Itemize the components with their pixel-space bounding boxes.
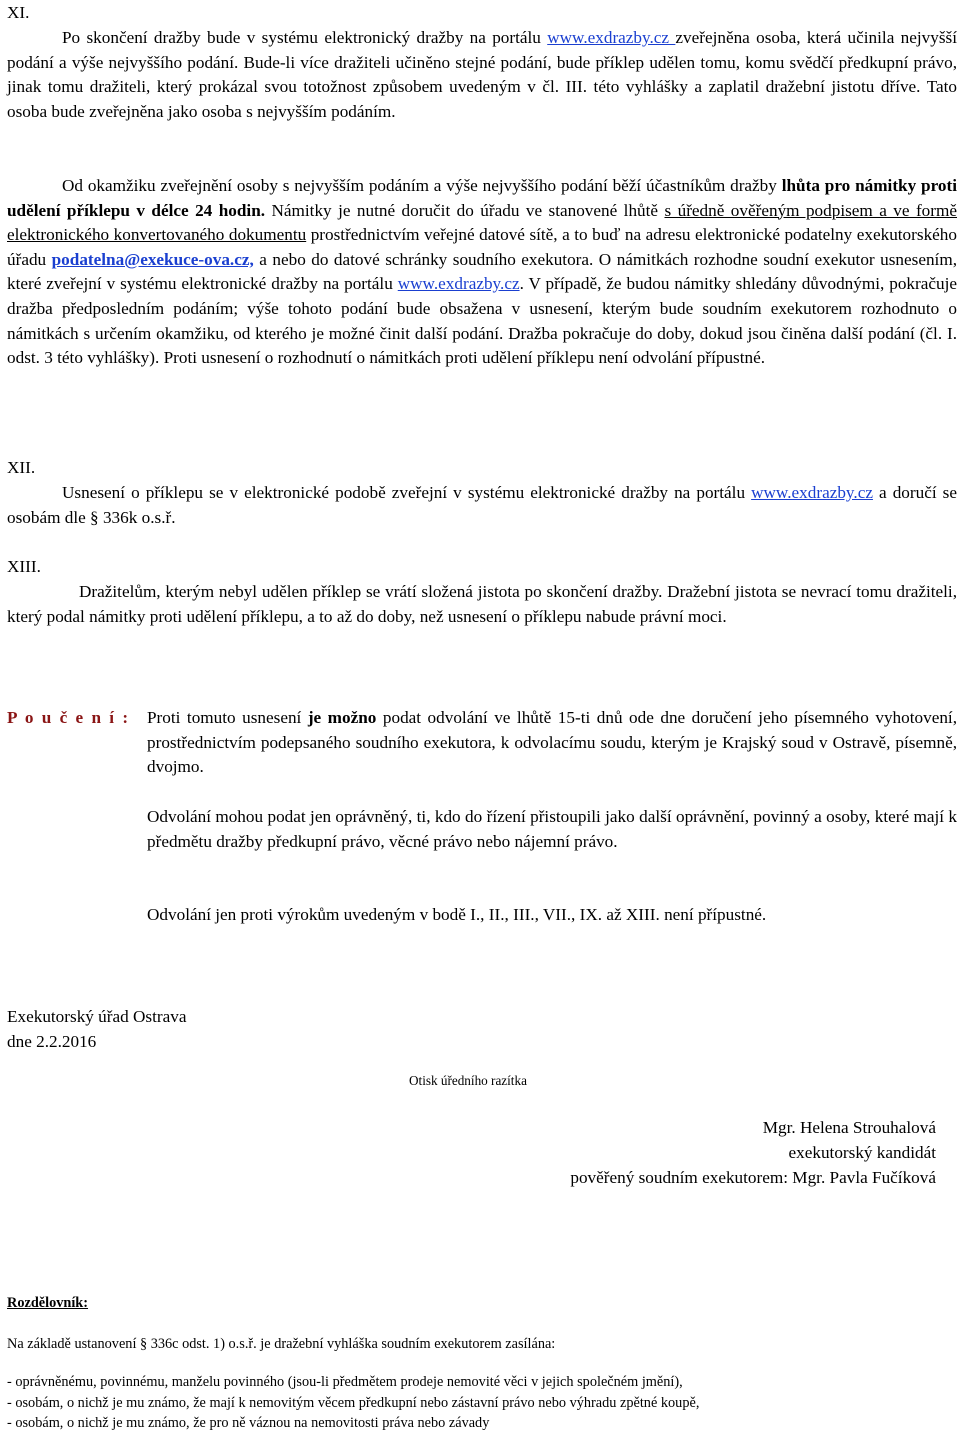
distribution-item: - osobám, o nichž je mu známo, že mají k nemovitým věcem předkupní nebo zástavní právo nebo výhradu zpětné koupě,: [7, 1395, 700, 1411]
section-xi-paragraph-1: Po skončení dražby bude v systému elektronický dražby na portálu www.exdrazby.cz zveřejněna osoba, která učinila nejvyšší podání a výše nejvyššího podání. Bude-li více dražiteli učiněno stejné podání, bude příklep udělen tomu, komu svědčí předkupní právo, jinak tomu dražiteli, který prokázal svou totožnost způsobem uvedeným v čl. III. této vyhlášky a zaplatil dražební jistotu dříve. Tato osoba bude zveřejněna jako osoba s nejvyšším podáním.: [7, 28, 957, 121]
pouceni-label: P o u č e n í :: [7, 708, 131, 727]
exdrazby-link-2[interactable]: www.exdrazby.cz: [397, 274, 520, 294]
pouceni-paragraph-3: Odvolání jen proti výrokům uvedeným v bodě I., II., III., VII., IX. až XIII. není přípustné.: [147, 905, 767, 924]
distribution-intro: Na základě ustanovení § 336c odst. 1) o.s.ř. je dražební vyhláška soudním exekutorem zasílána:: [7, 1336, 556, 1352]
office-date: dne 2.2.2016: [7, 1032, 97, 1051]
signature-authorized: pověřený soudním exekutorem: Mgr. Pavla Fučíková: [570, 1168, 936, 1187]
email-link[interactable]: podatelna@exekuce-ova.cz,: [51, 249, 254, 269]
je-mozno-bold: je možno: [307, 708, 377, 727]
exdrazby-link-3[interactable]: www.exdrazby.cz: [751, 483, 873, 502]
section-xii-paragraph: Usnesení o příklepu se v elektronické podobě zveřejní v systému elektronické dražby na portálu www.exdrazby.cz a doručí se osobám dle § 336k o.s.ř.: [7, 483, 957, 527]
section-xiii-paragraph: Dražitelům, kterým nebyl udělen příklep se vrátí složená jistota po skončení dražby. Dražební jistota se nevrací tomu dražiteli, který podal námitky proti udělení příklepu, a to až do doby, než usnesení o příklepu nabude právní moci.: [7, 582, 957, 626]
signature-name: Mgr. Helena Strouhalová: [762, 1118, 936, 1137]
distribution-item: - oprávněnému, povinnému, manželu povinného (jsou-li předmětem prodeje nemovité věci v jejich společném jmění),: [7, 1374, 683, 1390]
pouceni-paragraph-2: Odvolání mohou podat jen oprávněný, ti, kdo do řízení přistoupili jako další oprávnění, povinný a osoby, které mají k předmětu dražby předkupní právo, věcné právo nebo nájemní právo.: [147, 807, 957, 851]
section-xiii-heading: XIII.: [7, 557, 41, 576]
distribution-item: - osobám, o nichž je mu známo, že pro ně váznou na nemovitosti práva nebo závady: [7, 1415, 490, 1431]
office-name: Exekutorský úřad Ostrava: [7, 1007, 187, 1026]
exdrazby-link[interactable]: www.exdrazby.cz: [547, 28, 676, 47]
pouceni-paragraph-1: Proti tomuto usnesení je možno podat odvolání ve lhůtě 15-ti dnů ode dne doručení jeho písemného vyhotovení, prostřednictvím podepsaného soudního exekutora, k odvolacímu soudu, kterým je Krajský soud v Ostravě, písemně, dvojmo.: [147, 708, 957, 777]
signature-requirement: s úředně ověřeným podpisem a ve formě elektronického konvertovaného dokumentu: [7, 200, 958, 245]
stamp-note: Otisk úředního razítka: [409, 1073, 527, 1088]
section-xi-paragraph-2: Od okamžiku zveřejnění osoby s nejvyšším podáním a výše nejvyššího podání běží účastníkům dražby lhůta pro námitky proti udělení příklepu v délce 24 hodin. Námitky je nutné doručit do úřadu ve stanovené lhůtě s úředně ověřeným podpisem a ve formě elektronického konvertovaného dokumentu prostřednictvím veřejné datové sítě, a to buď na adresu elektronické podatelny exekutorského úřadu podatelna@exekuce-ova.cz, a nebo do datové schránky soudního exekutora. O námitkách rozhodne soudní exekutor usnesením, které zveřejní v systému elektronické dražby na portálu www.exdrazby.cz. V případě, že budou námitky shledány důvodnými, pokračuje dražba předposledním podáním; výše tohoto podání bude obsažena v usnesení, kterým bude soudním exekutorem rozhodnuto o námitkách s určením okamžiku, od kterého je možné činit další podání. Dražba pokračuje do doby, dokud jsou činěna další podání (čl. I. odst. 3 této vyhlášky). Proti usnesení o rozhodnutí o námitkách proti udělení příklepu není odvolání přípustné.: [7, 176, 958, 368]
distribution-heading: Rozdělovník:: [7, 1295, 89, 1311]
signature-role: exekutorský kandidát: [788, 1143, 936, 1162]
objection-deadline-bold: lhůta pro námitky proti udělení příklepu v délce 24 hodin.: [7, 176, 957, 220]
section-xii-heading: XII.: [7, 458, 36, 477]
section-xi-heading: XI.: [7, 3, 30, 22]
